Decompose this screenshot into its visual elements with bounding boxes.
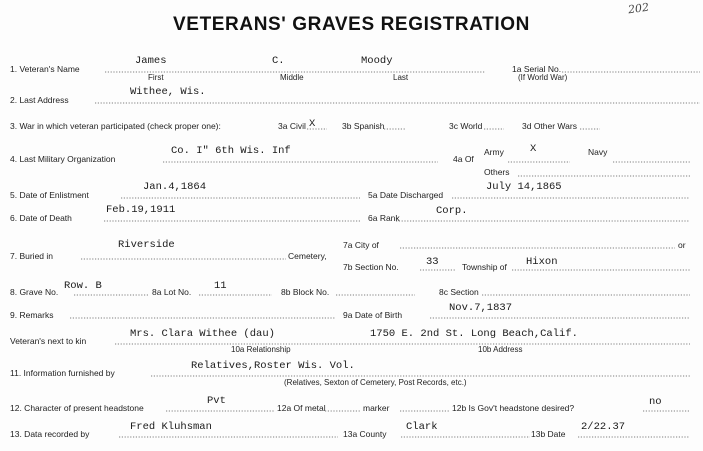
govt-headstone-value: no xyxy=(649,396,662,408)
marker-label: marker xyxy=(363,403,390,413)
veteran-name-label: 1. Veteran's Name xyxy=(10,64,80,74)
rank-value: Corp. xyxy=(436,205,468,217)
enlistment-date-label: 5. Date of Enlistment xyxy=(10,190,89,200)
war-other-label: 3d Other Wars xyxy=(522,121,577,131)
rank-label: 6a Rank xyxy=(368,213,400,223)
township-label: Township of xyxy=(462,262,507,272)
veteran-first-name: James xyxy=(135,55,167,67)
govt-headstone-label: 12b Is Gov't headstone desired? xyxy=(452,403,575,413)
information-source-caption: (Relatives, Sexton of Cemetery, Post Records, etc.) xyxy=(284,378,467,387)
buried-in-label: 7. Buried in xyxy=(10,251,53,261)
organization-of-label: 4a Of xyxy=(453,154,474,164)
recorded-by-value: Fred Kluhsman xyxy=(130,421,212,433)
block-number-label: 8b Block No. xyxy=(281,287,330,297)
veteran-middle-initial: C. xyxy=(272,55,285,67)
army-label: Army xyxy=(484,147,504,157)
metal-label: 12a Of metal xyxy=(277,403,326,413)
page-title: VETERANS' GRAVES REGISTRATION xyxy=(173,14,530,35)
caption-last: Last xyxy=(393,73,409,82)
section-number-label: 7b Section No. xyxy=(343,262,399,272)
lot-number-label: 8a Lot No. xyxy=(152,287,192,297)
corner-handwritten-note: 202 xyxy=(627,0,650,17)
grave-number-label: 8. Grave No. xyxy=(10,287,59,297)
headstone-character-value: Pvt xyxy=(207,395,226,407)
discharge-date-value: July 14,1865 xyxy=(486,181,562,193)
section-number-value: 33 xyxy=(426,256,439,268)
caption-relationship: 10a Relationship xyxy=(231,345,291,354)
record-date-label: 13b Date xyxy=(531,429,566,439)
last-address-label: 2. Last Address xyxy=(10,95,69,105)
lot-number-value: 11 xyxy=(214,280,227,292)
grave-section-label: 8c Section xyxy=(439,287,479,297)
headstone-character-label: 12. Character of present headstone xyxy=(10,403,144,413)
county-value: Clark xyxy=(406,421,438,433)
serial-number-label: 1a Serial No. xyxy=(512,64,562,74)
birth-date-label: 9a Date of Birth xyxy=(343,310,403,320)
remarks-label: 9. Remarks xyxy=(10,310,54,320)
cemetery-name-value: Riverside xyxy=(118,239,175,251)
war-spanish-label: 3b Spanish xyxy=(342,121,385,131)
township-value: Hixon xyxy=(526,256,558,268)
war-world-label: 3c World xyxy=(449,121,483,131)
enlistment-date-value: Jan.4,1864 xyxy=(143,181,207,193)
birth-date-value: Nov.7,1837 xyxy=(449,302,513,314)
others-label: Others xyxy=(484,167,510,177)
or-label: or xyxy=(678,240,686,250)
city-label: 7a City of xyxy=(343,240,379,250)
caption-address: 10b Address xyxy=(478,345,523,354)
cemetery-label: Cemetery, xyxy=(288,251,327,261)
information-furnished-label: 11. Information furnished by xyxy=(10,368,115,378)
war-participated-label: 3. War in which veteran participated (check proper one): xyxy=(10,121,221,131)
last-address-value: Withee, Wis. xyxy=(130,86,206,98)
serial-number-caption: (If World War) xyxy=(518,73,568,82)
grave-number-value: Row. B xyxy=(64,280,102,292)
army-checkmark: X xyxy=(530,143,537,155)
discharge-date-label: 5a Date Discharged xyxy=(368,190,444,200)
next-of-kin-label: Veteran's next to kin xyxy=(10,336,87,346)
county-label: 13a County xyxy=(343,429,387,439)
next-of-kin-address: 1750 E. 2nd St. Long Beach,Calif. xyxy=(370,328,578,340)
navy-label: Navy xyxy=(588,147,608,157)
caption-first: First xyxy=(148,73,164,82)
information-furnished-value: Relatives,Roster Wis. Vol. xyxy=(191,360,355,372)
recorded-by-label: 13. Data recorded by xyxy=(10,429,90,439)
war-civil-label: 3a Civil xyxy=(278,121,306,131)
death-date-label: 6. Date of Death xyxy=(10,213,72,223)
military-organization-value: Co. I" 6th Wis. Inf xyxy=(171,145,291,157)
death-date-value: Feb.19,1911 xyxy=(106,204,176,216)
war-civil-checkmark: X xyxy=(309,118,316,130)
record-date-value: 2/22.37 xyxy=(581,421,626,433)
next-of-kin-value: Mrs. Clara Withee (dau) xyxy=(130,328,275,340)
veteran-last-name: Moody xyxy=(361,55,393,67)
caption-middle: Middle xyxy=(280,73,304,82)
military-organization-label: 4. Last Military Organization xyxy=(10,154,116,164)
